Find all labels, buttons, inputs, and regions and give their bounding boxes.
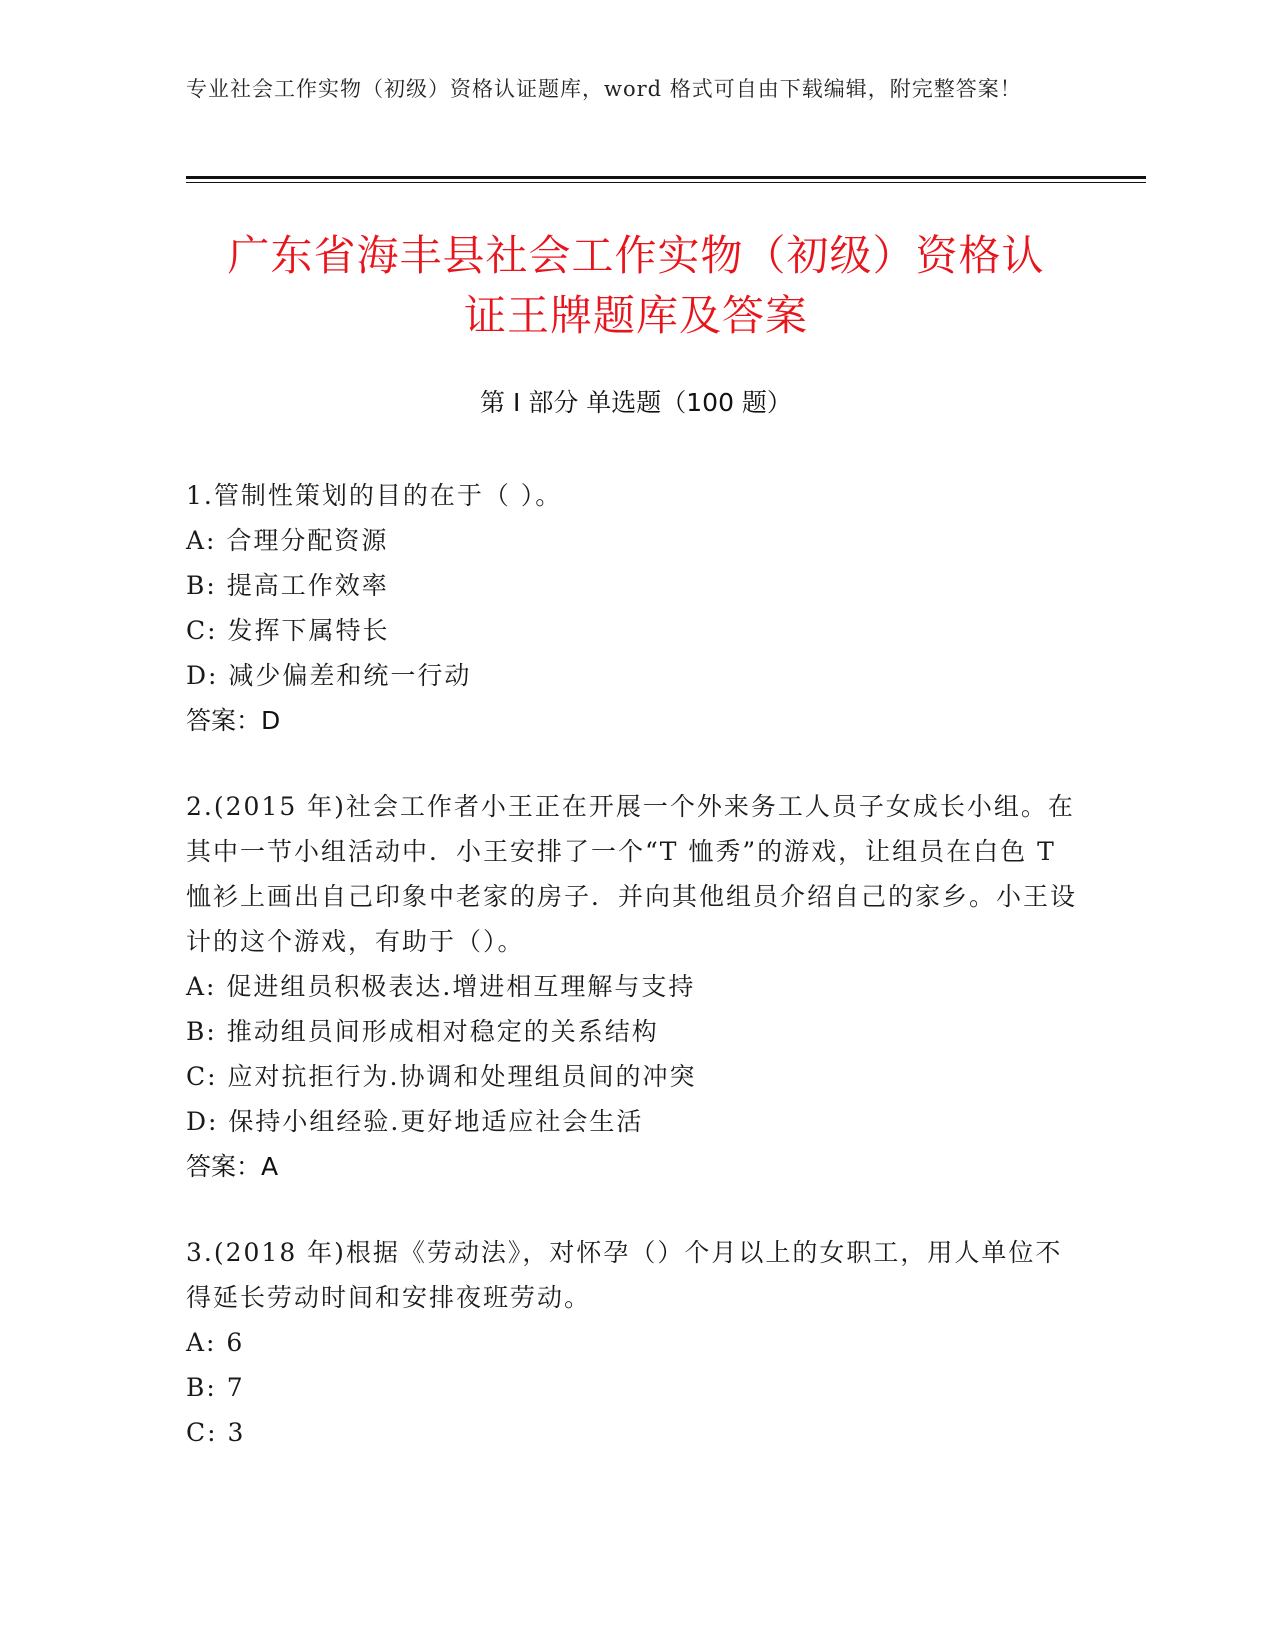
question-stem: 2.(2015 年)社会工作者小王正在开展一个外来务工人员子女成长小组。在其中一节小组活动中．小王安排了一个“T 恤秀”的游戏，让组员在白色 T 恤衫上画出自己印象中老家的房子．并向其他组员介绍自己的家乡。小王设计的这个游戏，有助于（）。	[186, 792, 1078, 956]
header-note: 专业社会工作实物（初级）资格认证题库，word 格式可自由下载编辑，附完整答案！	[186, 77, 1022, 101]
option-b: B: 7	[186, 1373, 245, 1402]
option-d: D: 保持小组经验.更好地适应社会生活	[186, 1107, 644, 1136]
document-title-line-2: 证王牌题库及答案	[463, 291, 808, 340]
document-title	[186, 226, 1086, 346]
option-a: A: 合理分配资源	[186, 526, 389, 555]
header-rule-thin	[186, 182, 1146, 183]
option-b: B: 提高工作效率	[186, 571, 389, 600]
answer: 答案：D	[186, 706, 281, 735]
question-1	[186, 473, 1086, 743]
section-heading: 第 I 部分 单选题（100 题）	[480, 388, 792, 417]
option-c: C: 应对抗拒行为.协调和处理组员间的冲突	[186, 1062, 697, 1091]
question-2	[186, 784, 1086, 1189]
question-stem: 3.(2018 年)根据《劳动法》，对怀孕（）个月以上的女职工，用人单位不得延长劳动时间和安排夜班劳动。	[186, 1238, 1063, 1312]
header-rule-thick	[186, 176, 1146, 179]
document-title-line-1: 广东省海丰县社会工作实物（初级）资格认	[227, 231, 1045, 280]
option-c: C: 3	[186, 1418, 246, 1447]
answer: 答案：A	[186, 1152, 279, 1181]
question-stem: 1.管制性策划的目的在于（ ）。	[186, 481, 563, 510]
option-b: B: 推动组员间形成相对稳定的关系结构	[186, 1017, 659, 1046]
option-c: C: 发挥下属特长	[186, 616, 390, 645]
option-a: A: 6	[186, 1328, 245, 1357]
option-a: A: 促进组员积极表达.增进相互理解与支持	[186, 972, 696, 1001]
option-d: D: 减少偏差和统一行动	[186, 661, 472, 690]
question-list	[186, 473, 1086, 1496]
question-3	[186, 1230, 1086, 1455]
